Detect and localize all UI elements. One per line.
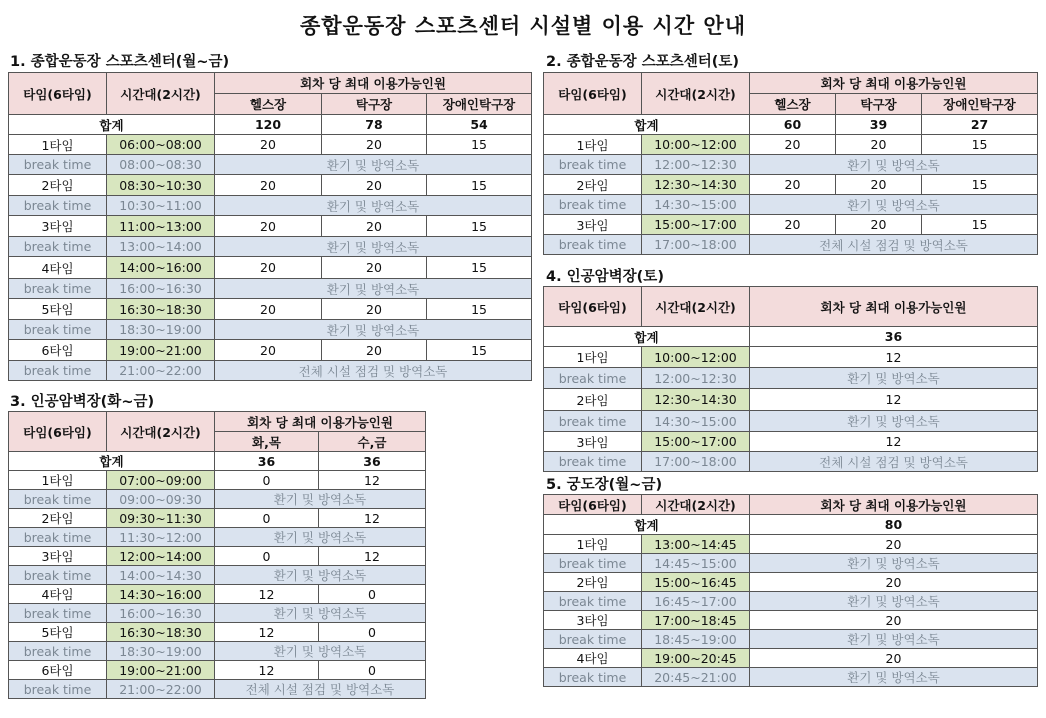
time-range: 15:00~17:00 bbox=[642, 432, 750, 452]
time-range: 07:00~09:00 bbox=[107, 471, 215, 490]
time-range: 12:30~14:30 bbox=[642, 175, 750, 195]
slot-label: 6타임 bbox=[9, 340, 107, 361]
capacity-value: 20 bbox=[322, 257, 427, 279]
slot-label: break time bbox=[9, 528, 107, 547]
capacity-value: 0 bbox=[319, 661, 426, 680]
time-range: 18:30~19:00 bbox=[107, 320, 215, 340]
break-note: 환기 및 방역소독 bbox=[750, 155, 1038, 175]
total-row bbox=[544, 515, 1038, 535]
total-row bbox=[9, 115, 532, 135]
capacity-value: 15 bbox=[922, 175, 1038, 195]
slot-label: break time bbox=[9, 566, 107, 585]
capacity-value: 0 bbox=[319, 623, 426, 642]
time-range: 17:00~18:00 bbox=[642, 235, 750, 255]
time-slot-row bbox=[544, 215, 1038, 235]
capacity-value: 12 bbox=[319, 547, 426, 566]
capacity-value: 20 bbox=[750, 535, 1038, 554]
slot-label: break time bbox=[9, 642, 107, 661]
section-1-title: 1. 종합운동장 스포츠센터(월~금) bbox=[10, 54, 230, 70]
slot-label: 3타임 bbox=[544, 215, 642, 235]
slot-label: break time bbox=[9, 155, 107, 175]
section-3-title: 3. 인공암벽장(화~금) bbox=[10, 394, 155, 410]
schedule-table-2 bbox=[543, 72, 1038, 255]
capacity-value: 12 bbox=[319, 509, 426, 528]
total-value: 78 bbox=[322, 115, 427, 135]
capacity-value: 12 bbox=[750, 432, 1038, 452]
break-note: 환기 및 방역소독 bbox=[750, 411, 1038, 432]
break-note: 환기 및 방역소독 bbox=[750, 630, 1038, 649]
time-range: 18:45~19:00 bbox=[642, 630, 750, 649]
capacity-value: 12 bbox=[215, 623, 319, 642]
time-slot-row bbox=[9, 623, 426, 642]
header-time-range: 시간대(2시간) bbox=[107, 73, 215, 115]
time-range: 09:00~09:30 bbox=[107, 490, 215, 509]
slot-label: break time bbox=[544, 668, 642, 687]
capacity-value: 20 bbox=[750, 573, 1038, 592]
capacity-value: 15 bbox=[427, 175, 532, 196]
section-4-title: 4. 인공암벽장(토) bbox=[546, 269, 664, 285]
time-slot-row bbox=[9, 585, 426, 604]
slot-label: break time bbox=[9, 604, 107, 623]
slot-label: 3타임 bbox=[544, 611, 642, 630]
time-range: 10:30~11:00 bbox=[107, 196, 215, 216]
break-row bbox=[544, 592, 1038, 611]
time-range: 14:30~15:00 bbox=[642, 195, 750, 215]
time-range: 14:00~14:30 bbox=[107, 566, 215, 585]
time-slot-row bbox=[544, 649, 1038, 668]
break-note: 환기 및 방역소독 bbox=[750, 592, 1038, 611]
capacity-value: 15 bbox=[427, 257, 532, 279]
time-range: 21:00~22:00 bbox=[107, 680, 215, 699]
time-slot-row bbox=[544, 135, 1038, 155]
section-5-title: 5. 궁도장(월~금) bbox=[546, 477, 663, 493]
capacity-value: 20 bbox=[215, 299, 322, 320]
header-gym: 헬스장 bbox=[215, 94, 322, 115]
time-slot-row bbox=[9, 340, 532, 361]
slot-label: 1타임 bbox=[544, 535, 642, 554]
break-note: 환기 및 방역소독 bbox=[215, 196, 532, 216]
time-slot-row bbox=[544, 535, 1038, 554]
break-row bbox=[9, 642, 426, 661]
total-value: 39 bbox=[836, 115, 922, 135]
total-value: 36 bbox=[215, 452, 319, 471]
header-time-range: 시간대(2시간) bbox=[107, 412, 215, 452]
slot-label: break time bbox=[544, 630, 642, 649]
slot-label: 3타임 bbox=[544, 432, 642, 452]
time-range: 12:00~14:00 bbox=[107, 547, 215, 566]
capacity-value: 20 bbox=[750, 649, 1038, 668]
break-note: 환기 및 방역소독 bbox=[215, 279, 532, 299]
capacity-value: 15 bbox=[922, 215, 1038, 235]
capacity-value: 12 bbox=[215, 585, 319, 604]
time-range: 15:00~16:45 bbox=[642, 573, 750, 592]
schedule-table-4 bbox=[543, 286, 1038, 472]
break-note: 환기 및 방역소독 bbox=[750, 668, 1038, 687]
break-row bbox=[9, 196, 532, 216]
break-note: 환기 및 방역소독 bbox=[215, 566, 426, 585]
break-row bbox=[9, 528, 426, 547]
time-range: 12:30~14:30 bbox=[642, 389, 750, 411]
slot-label: break time bbox=[544, 411, 642, 432]
time-range: 06:00~08:00 bbox=[107, 135, 215, 155]
time-range: 12:00~12:30 bbox=[642, 155, 750, 175]
header-capacity: 회차 당 최대 이용가능인원 bbox=[215, 412, 426, 432]
time-slot-row bbox=[544, 175, 1038, 195]
header-table-tennis: 탁구장 bbox=[322, 94, 427, 115]
capacity-value: 20 bbox=[750, 175, 836, 195]
time-range: 19:00~20:45 bbox=[642, 649, 750, 668]
time-slot-row bbox=[9, 135, 532, 155]
break-row bbox=[9, 237, 532, 257]
break-row bbox=[544, 155, 1038, 175]
time-slot-row bbox=[9, 661, 426, 680]
slot-label: 3타임 bbox=[9, 547, 107, 566]
time-range: 09:30~11:30 bbox=[107, 509, 215, 528]
slot-label: break time bbox=[544, 452, 642, 472]
capacity-value: 0 bbox=[319, 585, 426, 604]
time-slot-row bbox=[9, 547, 426, 566]
capacity-value: 20 bbox=[215, 216, 322, 237]
capacity-value: 15 bbox=[922, 135, 1038, 155]
capacity-value: 0 bbox=[215, 547, 319, 566]
capacity-value: 20 bbox=[322, 175, 427, 196]
time-range: 14:45~15:00 bbox=[642, 554, 750, 573]
slot-label: break time bbox=[544, 368, 642, 389]
header-accessible-table-tennis: 장애인탁구장 bbox=[922, 94, 1038, 115]
header-time-slot: 타임(6타임) bbox=[544, 495, 642, 515]
time-slot-row bbox=[9, 471, 426, 490]
break-row bbox=[544, 554, 1038, 573]
total-label: 합계 bbox=[9, 115, 215, 135]
time-slot-row bbox=[544, 389, 1038, 411]
break-note: 환기 및 방역소독 bbox=[215, 155, 532, 175]
total-label: 합계 bbox=[544, 515, 750, 535]
slot-label: 2타임 bbox=[9, 509, 107, 528]
capacity-value: 12 bbox=[750, 389, 1038, 411]
total-row bbox=[544, 115, 1038, 135]
header-capacity: 회차 당 최대 이용가능인원 bbox=[750, 287, 1038, 327]
header-capacity: 회차 당 최대 이용가능인원 bbox=[750, 495, 1038, 515]
capacity-value: 0 bbox=[215, 471, 319, 490]
time-range: 11:30~12:00 bbox=[107, 528, 215, 547]
break-note: 환기 및 방역소독 bbox=[215, 320, 532, 340]
header-time-range: 시간대(2시간) bbox=[642, 287, 750, 327]
time-range: 17:00~18:45 bbox=[642, 611, 750, 630]
slot-label: break time bbox=[544, 155, 642, 175]
break-note: 환기 및 방역소독 bbox=[215, 528, 426, 547]
capacity-value: 15 bbox=[427, 135, 532, 155]
break-row bbox=[544, 630, 1038, 649]
time-range: 21:00~22:00 bbox=[107, 361, 215, 381]
time-range: 13:00~14:00 bbox=[107, 237, 215, 257]
header-time-slot: 타임(6타임) bbox=[544, 73, 642, 115]
break-row bbox=[9, 566, 426, 585]
time-range: 16:30~18:30 bbox=[107, 299, 215, 320]
slot-label: 4타임 bbox=[544, 649, 642, 668]
time-range: 11:00~13:00 bbox=[107, 216, 215, 237]
capacity-value: 20 bbox=[750, 611, 1038, 630]
header-table-tennis: 탁구장 bbox=[836, 94, 922, 115]
break-note: 환기 및 방역소독 bbox=[750, 195, 1038, 215]
slot-label: break time bbox=[9, 490, 107, 509]
slot-label: break time bbox=[9, 320, 107, 340]
header-time-range: 시간대(2시간) bbox=[642, 73, 750, 115]
capacity-value: 12 bbox=[750, 347, 1038, 368]
capacity-value: 20 bbox=[750, 135, 836, 155]
break-row bbox=[544, 668, 1038, 687]
capacity-value: 20 bbox=[215, 257, 322, 279]
total-label: 합계 bbox=[544, 115, 750, 135]
time-range: 13:00~14:45 bbox=[642, 535, 750, 554]
break-note: 전체 시설 점검 및 방역소독 bbox=[215, 680, 426, 699]
slot-label: 4타임 bbox=[9, 257, 107, 279]
total-value: 120 bbox=[215, 115, 322, 135]
capacity-value: 20 bbox=[836, 175, 922, 195]
total-label: 합계 bbox=[9, 452, 215, 471]
header-wed-fri: 수,금 bbox=[319, 432, 426, 452]
page-title: 종합운동장 스포츠센터 시설별 이용 시간 안내 bbox=[300, 14, 746, 38]
slot-label: 2타임 bbox=[544, 175, 642, 195]
break-note: 전체 시설 점검 및 방역소독 bbox=[750, 235, 1038, 255]
break-row bbox=[544, 235, 1038, 255]
slot-label: 1타임 bbox=[9, 135, 107, 155]
capacity-value: 20 bbox=[215, 135, 322, 155]
break-note: 전체 시설 점검 및 방역소독 bbox=[215, 361, 532, 381]
time-range: 16:00~16:30 bbox=[107, 604, 215, 623]
header-accessible-table-tennis: 장애인탁구장 bbox=[427, 94, 532, 115]
capacity-value: 20 bbox=[750, 215, 836, 235]
time-range: 16:00~16:30 bbox=[107, 279, 215, 299]
capacity-value: 20 bbox=[322, 299, 427, 320]
section-2-title: 2. 종합운동장 스포츠센터(토) bbox=[546, 54, 740, 70]
total-row bbox=[544, 327, 1038, 347]
break-note: 환기 및 방역소독 bbox=[215, 642, 426, 661]
break-row bbox=[9, 155, 532, 175]
slot-label: 3타임 bbox=[9, 216, 107, 237]
total-value: 36 bbox=[750, 327, 1038, 347]
slot-label: 2타임 bbox=[544, 389, 642, 411]
slot-label: 1타임 bbox=[544, 135, 642, 155]
total-value: 36 bbox=[319, 452, 426, 471]
time-slot-row bbox=[544, 573, 1038, 592]
schedule-table-1 bbox=[8, 72, 532, 381]
break-note: 환기 및 방역소독 bbox=[750, 368, 1038, 389]
time-slot-row bbox=[9, 257, 532, 279]
break-row bbox=[9, 361, 532, 381]
time-slot-row bbox=[544, 347, 1038, 368]
slot-label: break time bbox=[9, 680, 107, 699]
time-slot-row bbox=[9, 509, 426, 528]
time-range: 14:30~16:00 bbox=[107, 585, 215, 604]
capacity-value: 15 bbox=[427, 340, 532, 361]
slot-label: break time bbox=[9, 196, 107, 216]
capacity-value: 20 bbox=[836, 135, 922, 155]
slot-label: 1타임 bbox=[544, 347, 642, 368]
capacity-value: 0 bbox=[215, 509, 319, 528]
schedule-table-5 bbox=[543, 494, 1038, 687]
time-range: 08:00~08:30 bbox=[107, 155, 215, 175]
header-capacity: 회차 당 최대 이용가능인원 bbox=[750, 73, 1038, 94]
time-range: 20:45~21:00 bbox=[642, 668, 750, 687]
break-row bbox=[9, 604, 426, 623]
time-range: 16:30~18:30 bbox=[107, 623, 215, 642]
time-slot-row bbox=[544, 432, 1038, 452]
time-range: 15:00~17:00 bbox=[642, 215, 750, 235]
time-range: 14:00~16:00 bbox=[107, 257, 215, 279]
slot-label: break time bbox=[544, 554, 642, 573]
header-time-slot: 타임(6타임) bbox=[9, 73, 107, 115]
slot-label: break time bbox=[544, 592, 642, 611]
break-note: 환기 및 방역소독 bbox=[215, 490, 426, 509]
capacity-value: 12 bbox=[319, 471, 426, 490]
break-row bbox=[544, 368, 1038, 389]
capacity-value: 20 bbox=[215, 340, 322, 361]
capacity-value: 15 bbox=[427, 216, 532, 237]
slot-label: break time bbox=[9, 279, 107, 299]
capacity-value: 12 bbox=[215, 661, 319, 680]
capacity-value: 15 bbox=[427, 299, 532, 320]
header-gym: 헬스장 bbox=[750, 94, 836, 115]
total-value: 60 bbox=[750, 115, 836, 135]
time-slot-row bbox=[544, 611, 1038, 630]
time-range: 17:00~18:00 bbox=[642, 452, 750, 472]
break-row bbox=[9, 320, 532, 340]
header-time-slot: 타임(6타임) bbox=[544, 287, 642, 327]
break-note: 전체 시설 점검 및 방역소독 bbox=[750, 452, 1038, 472]
schedule-table-3 bbox=[8, 411, 426, 699]
header-capacity: 회차 당 최대 이용가능인원 bbox=[215, 73, 532, 94]
slot-label: 5타임 bbox=[9, 299, 107, 320]
slot-label: 2타임 bbox=[544, 573, 642, 592]
time-range: 18:30~19:00 bbox=[107, 642, 215, 661]
time-range: 19:00~21:00 bbox=[107, 340, 215, 361]
slot-label: 6타임 bbox=[9, 661, 107, 680]
capacity-value: 20 bbox=[322, 340, 427, 361]
capacity-value: 20 bbox=[322, 216, 427, 237]
slot-label: 2타임 bbox=[9, 175, 107, 196]
capacity-value: 20 bbox=[322, 135, 427, 155]
slot-label: 1타임 bbox=[9, 471, 107, 490]
header-time-slot: 타임(6타임) bbox=[9, 412, 107, 452]
slot-label: 5타임 bbox=[9, 623, 107, 642]
break-row bbox=[544, 411, 1038, 432]
time-range: 19:00~21:00 bbox=[107, 661, 215, 680]
total-value: 27 bbox=[922, 115, 1038, 135]
time-range: 14:30~15:00 bbox=[642, 411, 750, 432]
slot-label: break time bbox=[544, 195, 642, 215]
slot-label: break time bbox=[9, 361, 107, 381]
time-slot-row bbox=[9, 175, 532, 196]
break-note: 환기 및 방역소독 bbox=[215, 237, 532, 257]
time-slot-row bbox=[9, 216, 532, 237]
break-row bbox=[9, 680, 426, 699]
time-range: 08:30~10:30 bbox=[107, 175, 215, 196]
slot-label: 4타임 bbox=[9, 585, 107, 604]
time-range: 10:00~12:00 bbox=[642, 135, 750, 155]
time-range: 10:00~12:00 bbox=[642, 347, 750, 368]
total-value: 80 bbox=[750, 515, 1038, 535]
break-note: 환기 및 방역소독 bbox=[215, 604, 426, 623]
capacity-value: 20 bbox=[215, 175, 322, 196]
total-value: 54 bbox=[427, 115, 532, 135]
header-time-range: 시간대(2시간) bbox=[642, 495, 750, 515]
capacity-value: 20 bbox=[836, 215, 922, 235]
break-row bbox=[544, 452, 1038, 472]
time-range: 12:00~12:30 bbox=[642, 368, 750, 389]
slot-label: break time bbox=[544, 235, 642, 255]
total-row bbox=[9, 452, 426, 471]
time-range: 16:45~17:00 bbox=[642, 592, 750, 611]
break-row bbox=[9, 490, 426, 509]
total-label: 합계 bbox=[544, 327, 750, 347]
slot-label: break time bbox=[9, 237, 107, 257]
break-row bbox=[9, 279, 532, 299]
header-tue-thu: 화,목 bbox=[215, 432, 319, 452]
break-row bbox=[544, 195, 1038, 215]
break-note: 환기 및 방역소독 bbox=[750, 554, 1038, 573]
time-slot-row bbox=[9, 299, 532, 320]
